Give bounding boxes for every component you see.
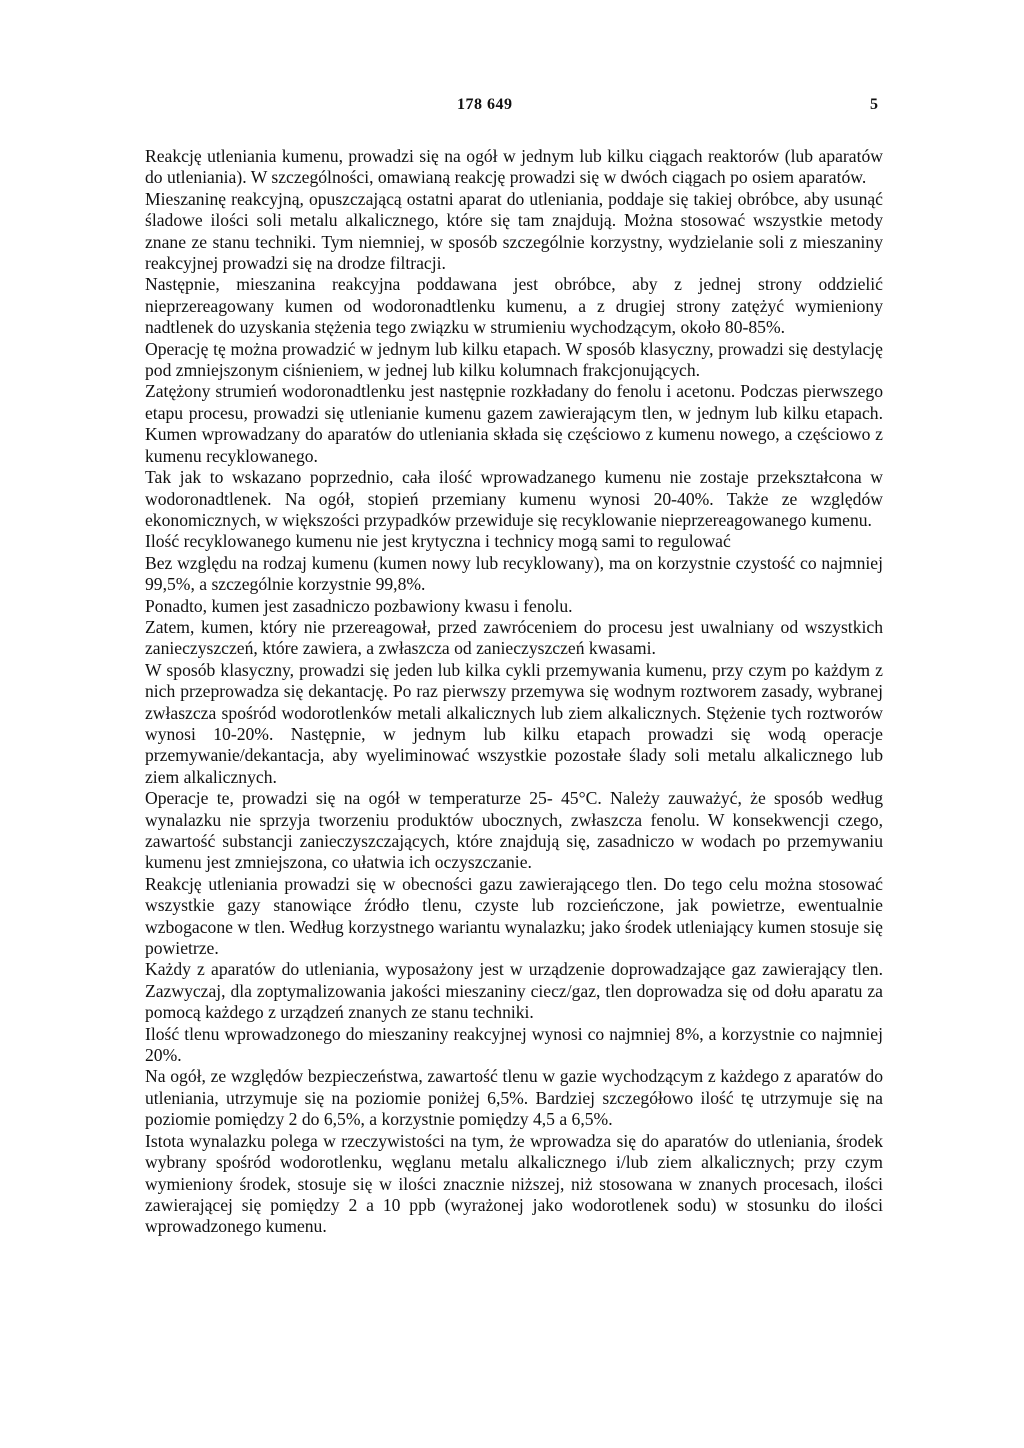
paragraph: Zatężony strumień wodoronadtlenku jest następnie rozkładany do fenolu i acetonu. Podczas pierwszego etapu procesu, prowadzi się utlenianie kumenu gazem zawierającym tlen, w jednym lub kilku etapach. Kumen wprowadzany do aparatów do utleniania składa się częściowo z kumenu nowego, a częściowo z kumenu recyklowanego. bbox=[145, 381, 883, 466]
paragraph: Bez względu na rodzaj kumenu (kumen nowy lub recyklowany), ma on korzystnie czystość co najmniej 99,5%, a szczególnie korzystnie 99,8%. bbox=[145, 552, 883, 595]
page-header bbox=[0, 96, 1024, 120]
paragraph: Operację tę można prowadzić w jednym lub kilku etapach. W sposób klasyczny, prowadzi się destylację pod zmniejszonym ciśnieniem, w jednej lub kilku kolumnach frakcjonujących. bbox=[145, 338, 883, 381]
paragraph: Operacje te, prowadzi się na ogół w temperaturze 25- 45°C. Należy zauważyć, że sposób według wynalazku nie sprzyja tworzeniu produktów ubocznych, zwłaszcza fenolu. W konsekwencji czego, zawartość substancji zanieczyszczających, które znajdują się, zasadniczo w wodach po przemywaniu kumenu jest zmniejszona, co ułatwia ich oczyszczanie. bbox=[145, 788, 883, 873]
paragraph: Ilość recyklowanego kumenu nie jest krytyczna i technicy mogą sami to regulować bbox=[145, 531, 731, 552]
paragraph: Zatem, kumen, który nie przereagował, przed zawróceniem do procesu jest uwalniany od wszystkich zanieczyszczeń, które zawiera, a zwłaszcza od zanieczyszczeń kwasami. bbox=[145, 616, 883, 659]
paragraph: Tak jak to wskazano poprzednio, cała ilość wprowadzanego kumenu nie zostaje przekształcona w wodoronadtlenek. Na ogół, stopień przemiany kumenu wynosi 20-40%. Także ze względów ekonomicznych, w większości przypadków przewiduje się recyklowanie nieprzereagowanego kumenu. bbox=[145, 467, 883, 530]
body-text bbox=[145, 146, 883, 1238]
paragraph: Na ogół, ze względów bezpieczeństwa, zawartość tlenu w gazie wychodzącym z każdego z aparatów do utleniania, utrzymuje się na poziomie poniżej 6,5%. Bardziej szczegółowo ilość tę utrzymuje się na poziomie pomiędzy 2 do 6,5%, a korzystnie pomiędzy 4,5 a 6,5%. bbox=[145, 1066, 883, 1130]
paragraph: Reakcję utleniania kumenu, prowadzi się na ogół w jednym lub kilku ciągach reaktorów (lub aparatów do utleniania). W szczególności, omawianą reakcję prowadzi się w dwóch ciągach po osiem aparatów. bbox=[145, 146, 883, 188]
paragraph: W sposób klasyczny, prowadzi się jeden lub kilka cykli przemywania kumenu, przy czym po każdym z nich przeprowadza się dekantację. Po raz pierwszy przemywa się wodnym roztworem zasady, wybranej zwłaszcza spośród wodorotlenków metali alkalicznych lub ziem alkalicznych. Stężenie tych roztworów wynosi 10-20%. Następnie, w jednym lub kilku etapach prowadzi się wodą operacje przemywanie/dekantacja, aby wyeliminować wszystkie pozostałe ślady soli metalu alkalicznego lub ziem alkalicznych. bbox=[145, 659, 883, 787]
paragraph: Istota wynalazku polega w rzeczywistości na tym, że wprowadza się do aparatów do utleniania, środek wybrany spośród wodorotlenku, węglanu metalu alkalicznego i/lub ziem alkalicznych; przy czym wymieniony środek, stosuje się w ilości znacznie niższej, niż stosowana w znanych procesach, ilości zawierającej się pomiędzy 2 a 10 ppb (wyrażonej jako wodorotlenek sodu) w stosunku do ilości wprowadzonego kumenu. bbox=[145, 1130, 883, 1237]
patent-number: 178 649 bbox=[457, 96, 513, 113]
paragraph: Mieszaninę reakcyjną, opuszczającą ostatni aparat do utleniania, poddaje się takiej obróbce, aby usunąć śladowe ilości soli metalu alkalicznego, które się tam znajdują. Można stosować wszystkie metody znane ze stanu techniki. Tym niemniej, w sposób szczególnie korzystny, wydzielanie soli z mieszaniny reakcyjnej prowadzi się na drodze filtracji. bbox=[145, 188, 883, 274]
paragraph: Reakcję utleniania prowadzi się w obecności gazu zawierającego tlen. Do tego celu można stosować wszystkie gazy stanowiące źródło tlenu, czyste lub rozcieńczone, jak powietrze, ewentualnie wzbogacone w tlen. Według korzystnego wariantu wynalazku; jako środek utleniający kumen stosuje się powietrze. bbox=[145, 873, 883, 959]
paragraph: Ilość tlenu wprowadzonego do mieszaniny reakcyjnej wynosi co najmniej 8%, a korzystnie co najmniej 20%. bbox=[145, 1023, 883, 1066]
page-number: 5 bbox=[870, 96, 878, 113]
paragraph: Następnie, mieszanina reakcyjna poddawana jest obróbce, aby z jednej strony oddzielić nieprzereagowany kumen od wodoronadtlenku kumenu, a z drugiej strony zatężyć wymieniony nadtlenek do uzyskania stężenia tego związku w strumieniu wychodzącym, około 80-85%. bbox=[145, 274, 883, 338]
paragraph: Ponadto, kumen jest zasadniczo pozbawiony kwasu i fenolu. bbox=[145, 595, 573, 616]
paragraph: Każdy z aparatów do utleniania, wyposażony jest w urządzenie doprowadzające gaz zawierający tlen. Zazwyczaj, dla zoptymalizowania jakości mieszaniny ciecz/gaz, tlen doprowadza się od dołu aparatu za pomocą każdego z urządzeń znanych ze stanu techniki. bbox=[145, 959, 883, 1023]
